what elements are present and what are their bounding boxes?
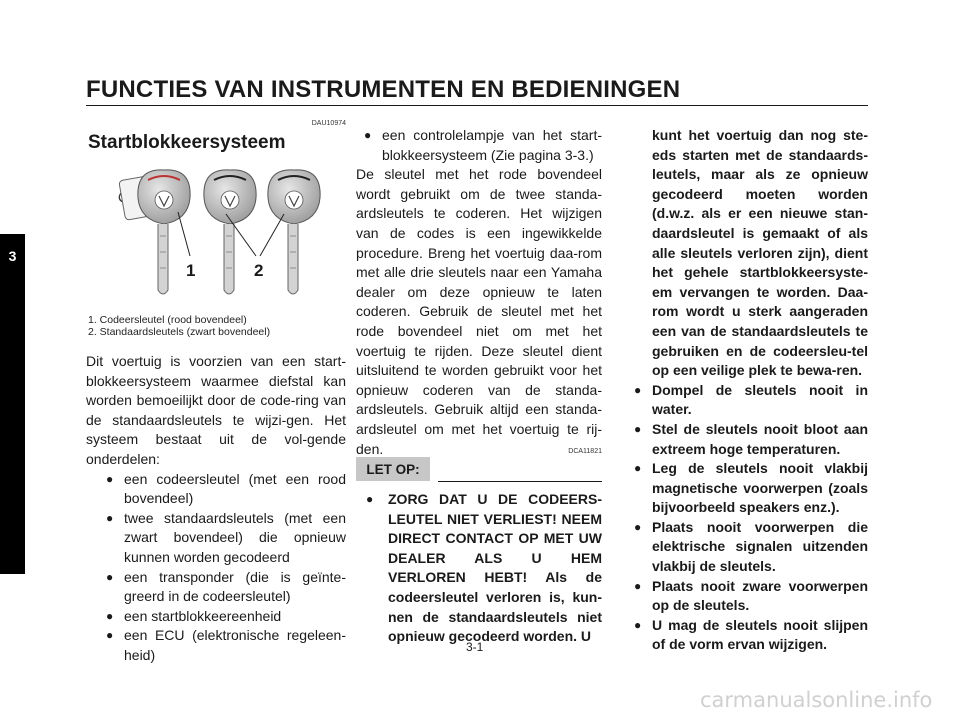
coding-paragraph: De sleutel met het rode bovendeel wordt gebruikt om de twee standa-ardsleutels te coderen. Het wijzigen van de codes is een ingewikkelde procedure. Breng het voertuig daa-rom met alle drie sleutels naar een Yamaha dealer om deze opnieuw te laten coderen. Gebruik de sleutel met het rode bovendeel niet om met het voertuig te rijden. Deze sleutel dient uitsluitend te worden gebruikt voor het opnieuw coderen van de standa-ardsleutels. Gebruik altijd een standa-ardsleutel om met het voertuig te rij-den. <box>356 166 602 457</box>
page-header-title: FUNCTIES VAN INSTRUMENTEN EN BEDIENINGEN <box>86 76 681 103</box>
standard-key <box>268 170 320 294</box>
notice-item: ● Stel de sleutels nooit bloot aan extreem hoge temperaturen. <box>634 420 868 457</box>
bullet-icon: ● <box>634 617 642 632</box>
bullet-icon: ● <box>364 128 372 142</box>
list-item: ● een controlelampje van het start-blokkeersysteem (Zie pagina 3-3.) <box>364 127 602 163</box>
list-item: ● twee standaardsleutels (met een zwart bovendeel) die opnieuw kunnen worden gecodeerd <box>106 509 346 565</box>
column-3 <box>628 126 868 655</box>
bullet-icon: ● <box>106 471 114 486</box>
column-1 <box>86 352 346 666</box>
callout-1: 1 <box>186 261 196 280</box>
watermark: carmanualsonline.info <box>700 688 933 712</box>
list-item: ● een codeersleutel (met een rood bovendeel) <box>106 470 346 507</box>
standard-key <box>204 170 256 294</box>
list-item: ● een ECU (elektronische regeleen-heid) <box>106 627 346 663</box>
notice-item: ● ZORG DAT U DE CODEERS-LEUTEL NIET VERLIEST! NEEM DIRECT CONTACT OP MET UW DEALER ALS U HEM VERLOREN HEBT! Als de codeersleutel verloren is, kun-nen de standaardsleutels niet opnieuw gecodeerd worden. U <box>366 491 602 645</box>
notice-item: ● Plaats nooit zware voorwerpen op de sleutels. <box>634 577 868 614</box>
page-number: 3-1 <box>466 640 484 654</box>
bullet-icon: ● <box>634 461 642 476</box>
keys-illustration <box>108 158 330 304</box>
bullet-icon: ● <box>634 519 642 534</box>
notice-item: ● Dompel de sleutels nooit in water. <box>634 381 868 418</box>
notice-badge: LET OP: <box>356 457 430 481</box>
bullet-icon: ● <box>106 608 114 623</box>
list-item: ● een startblokkeereenheid <box>100 607 346 627</box>
notice-code: DCA11821 <box>568 448 602 455</box>
bullet-icon: ● <box>634 421 642 436</box>
notice-item: ● Plaats nooit voorwerpen die elektrische signalen uitzenden vlakbij de sleutels. <box>634 518 868 575</box>
chapter-tab <box>0 234 25 574</box>
bullet-icon: ● <box>634 382 642 397</box>
callout-2: 2 <box>254 261 264 280</box>
section-code: DAU10974 <box>311 120 346 127</box>
figure-caption-1: 1. Codeersleutel (rood bovendeel) <box>88 314 247 326</box>
notice-body <box>356 490 602 647</box>
notice-item: ● U mag de sleutels nooit slijpen of de vorm ervan wijzigen. <box>634 616 868 653</box>
bullet-icon: ● <box>106 569 114 584</box>
list-item: ● een transponder (die is geïnte-greerd in de codeersleutel) <box>106 568 346 605</box>
bullet-icon: ● <box>366 492 374 506</box>
header-rule <box>86 105 868 106</box>
notice-rule <box>438 481 602 482</box>
intro-paragraph: Dit voertuig is voorzien van een start-blokkeersysteem waarmee diefstal kan worden bemoeilijkt door de code-ring van de standaardsleutels te wijzi-gen. Het systeem bestaat uit de vol-gende onderdelen: <box>86 353 346 467</box>
notice-continuation: kunt het voertuig dan nog ste-eds starten met de standaards-leutels, maar als ze opnieuw gecodeerd moeten worden (d.w.z. als er een nieuwe stan-daardsleutel is gemaakt of als alle sleutels verloren zijn), dient het gehele startblokkeersyste-em vervangen te worden. Daa-rom wordt u sterk aangeraden een van de standaardsleutels te gebruiken en de codeersleu-tel op een veilige plek te bewa-ren. <box>652 127 868 379</box>
coding-key <box>138 170 190 294</box>
bullet-icon: ● <box>106 510 114 525</box>
bullet-icon: ● <box>634 578 642 593</box>
column-2 <box>356 126 602 459</box>
bullet-icon: ● <box>106 628 114 643</box>
figure-caption-2: 2. Standaardsleutels (zwart bovendeel) <box>88 326 271 338</box>
notice-item: ● Leg de sleutels nooit vlakbij magnetische voorwerpen (zoals bijvoorbeeld speakers enz.). <box>634 460 868 516</box>
chapter-number: 3 <box>8 248 17 264</box>
section-title: Startblokkeersysteem <box>88 132 286 153</box>
